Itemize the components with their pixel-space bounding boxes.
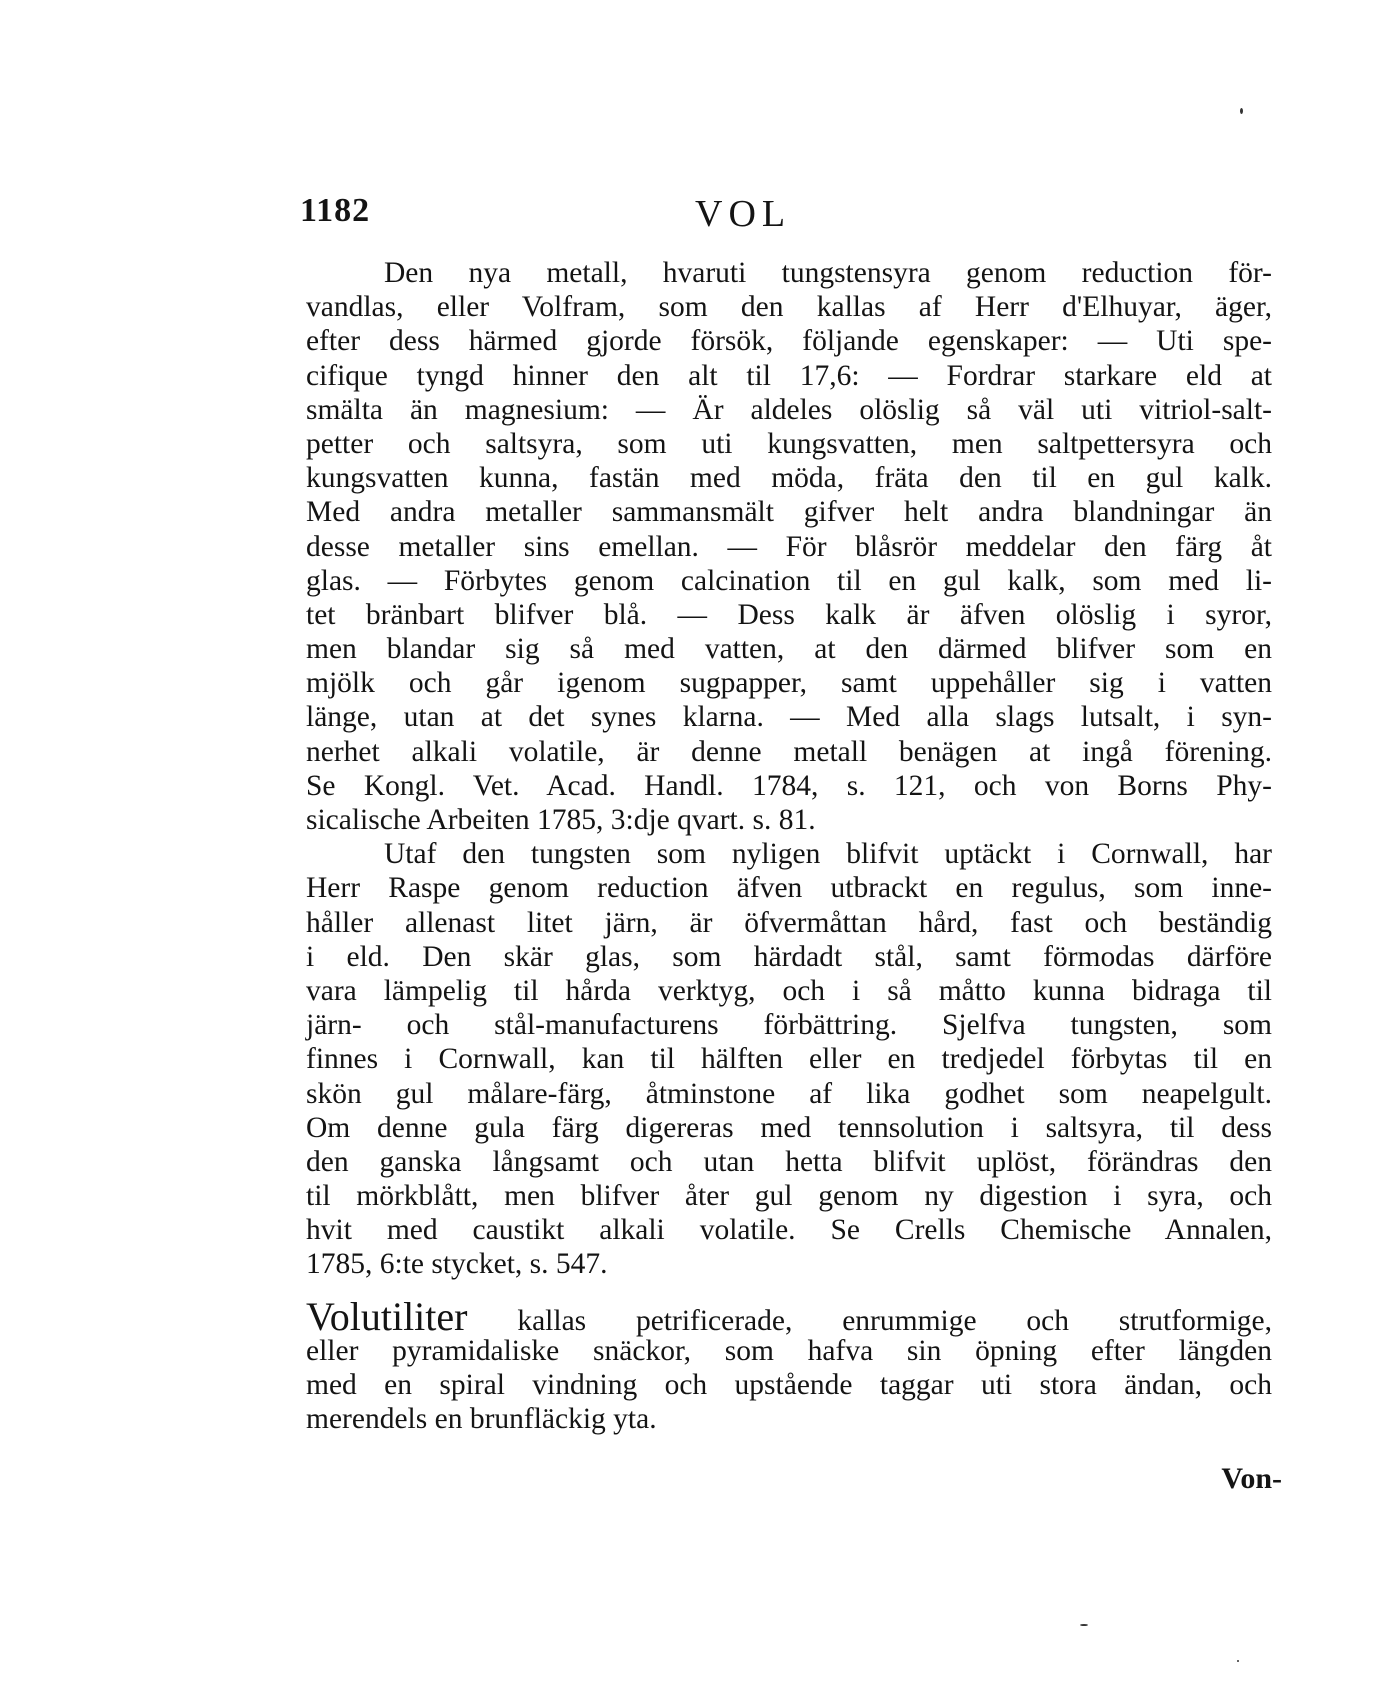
paragraph-volfram	[306, 256, 1272, 837]
text-line: Se Kongl. Vet. Acad. Handl. 1784, s. 121, och von Borns Phy-	[306, 769, 1272, 802]
text-line: cifique tyngd hinner den alt til 17,6: — Fordrar starkare eld at	[306, 359, 1272, 392]
text-line: skön gul målare-färg, åtminstone af lika godhet som neapelgult.	[306, 1077, 1272, 1110]
entry-volutiliter	[306, 1293, 1273, 1437]
text-line: vandlas, eller Volfram, som den kallas af Herr d'Elhuyar, äger,	[306, 291, 1272, 324]
text-line: tet bränbart blifver blå. — Dess kalk är äfven olöslig i syror,	[306, 598, 1272, 631]
entry-text: kallas petrificerade, enrummige och strutformige,	[517, 1304, 1273, 1337]
text-block	[306, 256, 1272, 1436]
running-head: VOL	[695, 193, 792, 235]
text-line: merendels en brunfläckig yta.	[306, 1403, 657, 1436]
text-line: i eld. Den skär glas, som härdadt stål, samt förmodas därföre	[306, 940, 1272, 973]
text-line: länge, utan at det synes klarna. — Med alla slags lutsalt, i syn-	[306, 701, 1272, 734]
text-line: Herr Raspe genom reduction äfven utbrackt en regulus, som inne-	[306, 872, 1272, 905]
text-line: den ganska långsamt och utan hetta blifvit uplöst, förändras den	[306, 1145, 1272, 1178]
text-line: mjölk och går igenom sugpapper, samt uppehåller sig i vatten	[306, 667, 1272, 700]
scan-speck	[1240, 108, 1243, 114]
text-line: efter dess härmed gjorde försök, följande egenskaper: — Uti spe-	[306, 325, 1272, 358]
text-line: eller pyramidaliske snäckor, som hafva sin öpning efter längden	[306, 1334, 1272, 1367]
catchword: Von-	[1221, 1462, 1282, 1495]
text-line: Med andra metaller sammansmält gifver helt andra blandningar än	[306, 496, 1272, 529]
page-header	[300, 192, 1205, 242]
text-line	[306, 1293, 1273, 1339]
text-line: desse metaller sins emellan. — För blåsrör meddelar den färg åt	[306, 530, 1272, 563]
text-line: hvit med caustikt alkali volatile. Se Crells Chemische Annalen,	[306, 1214, 1272, 1247]
text-line: Utaf den tungsten som nyligen blifvit uptäckt i Cornwall, har	[384, 838, 1272, 871]
text-line: håller allenast litet järn, är öfvermåttan hård, fast och beständig	[306, 906, 1272, 939]
text-line: smälta än magnesium: — Är aldeles olöslig så väl uti vitriol-salt-	[306, 393, 1272, 426]
text-line: järn- och stål-manufacturens förbättring. Sjelfva tungsten, som	[306, 1009, 1272, 1042]
text-line: men blandar sig så med vatten, at den därmed blifver som en	[306, 633, 1272, 666]
text-line: til mörkblått, men blifver åter gul genom ny digestion i syra, och	[306, 1180, 1272, 1213]
text-line: vara lämpelig til hårda verktyg, och i så måtto kunna bidraga til	[306, 974, 1272, 1007]
scan-speck	[1080, 1624, 1088, 1626]
text-line: finnes i Cornwall, kan til hälften eller en tredjedel förbytas til en	[306, 1043, 1272, 1076]
text-line: Den nya metall, hvaruti tungstensyra genom reduction för-	[384, 257, 1272, 289]
scan-speck	[1237, 1660, 1239, 1662]
paragraph-cornwall	[306, 837, 1272, 1281]
text-line: 1785, 6:te stycket, s. 547.	[306, 1248, 608, 1281]
text-line: kungsvatten kunna, fastän med möda, fräta den til en gul kalk.	[306, 462, 1272, 495]
text-line: sicalische Arbeiten 1785, 3:dje qvart. s. 81.	[306, 804, 816, 836]
text-line: petter och saltsyra, som uti kungsvatten, men saltpettersyra och	[306, 427, 1272, 460]
entry-headword: Volutiliter	[306, 1293, 468, 1339]
page-number: 1182	[300, 192, 371, 229]
text-line: med en spiral vindning och upstående taggar uti stora ändan, och	[306, 1369, 1272, 1401]
text-line: nerhet alkali volatile, är denne metall benägen at ingå förening.	[306, 735, 1272, 768]
text-line: Om denne gula färg digereras med tennsolution i saltsyra, til dess	[306, 1111, 1272, 1144]
text-line: glas. — Förbytes genom calcination til en gul kalk, som med li-	[306, 564, 1272, 597]
